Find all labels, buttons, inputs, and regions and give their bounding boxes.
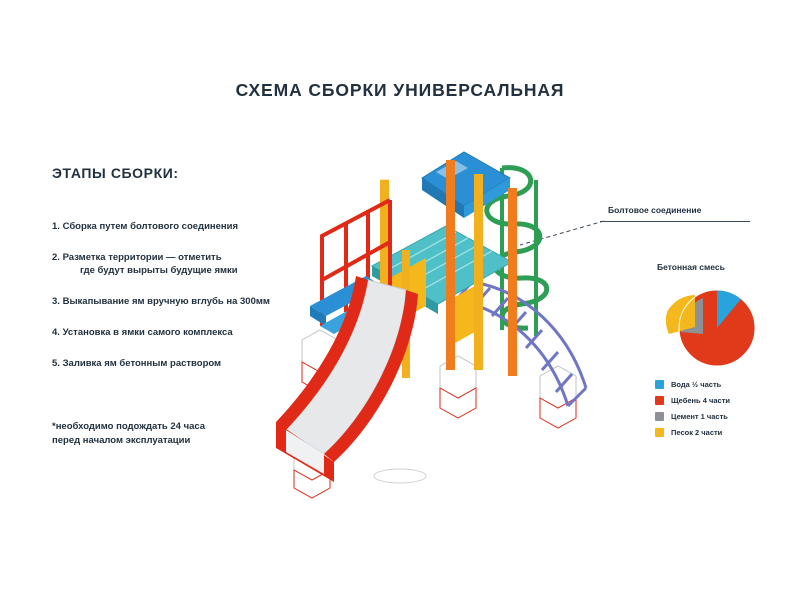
step-number: 3. [52, 296, 60, 307]
note-line-1: *необходимо подождать 24 часа [52, 421, 206, 432]
playground-illustration [250, 130, 650, 500]
note-block [52, 420, 282, 448]
step-text: Выкапывание ям вручную вглубь на 300мм [62, 296, 270, 307]
legend-label: Щебень 4 части [671, 396, 730, 405]
step-number: 5. [52, 358, 60, 369]
ground-marks [374, 469, 426, 483]
callout-label: Болтовое соединение [608, 205, 702, 215]
legend-swatch-cement [655, 412, 664, 421]
chart-legend [655, 380, 785, 444]
legend-item [655, 412, 785, 421]
legend-label: Песок 2 части [671, 428, 723, 437]
concrete-mix-pie-chart [655, 282, 765, 372]
legend-label: Вода ½ часть [671, 380, 722, 389]
page-title: СХЕМА СБОРКИ УНИВЕРСАЛЬНАЯ [235, 80, 565, 100]
step-text: Установка в ямки самого комплекса [62, 327, 233, 338]
chart-title: Бетонная смесь [657, 262, 725, 272]
legend-item [655, 428, 785, 437]
legend-item [655, 396, 785, 405]
step-text: Сборка путем болтового соединения [62, 221, 239, 232]
roof [422, 152, 510, 218]
legend-label: Цемент 1 часть [671, 412, 728, 421]
pie-svg [655, 282, 765, 372]
legend-swatch-sand [655, 428, 664, 437]
legend-item [655, 380, 785, 389]
step-text-continued: где будут вырыты будущие ямки [80, 265, 238, 276]
legend-swatch-water [655, 380, 664, 389]
note-line-2: перед началом эксплуатации [52, 435, 191, 446]
step-number: 2. [52, 252, 60, 263]
step-text: Заливка ям бетонным раствором [62, 358, 222, 369]
step-number: 1. [52, 221, 60, 232]
step-text: Разметка территории — отметить [62, 252, 222, 263]
legend-swatch-gravel [655, 396, 664, 405]
step-number: 4. [52, 327, 60, 338]
steps-heading: ЭТАПЫ СБОРКИ: [52, 165, 179, 181]
playground-svg [250, 130, 650, 500]
